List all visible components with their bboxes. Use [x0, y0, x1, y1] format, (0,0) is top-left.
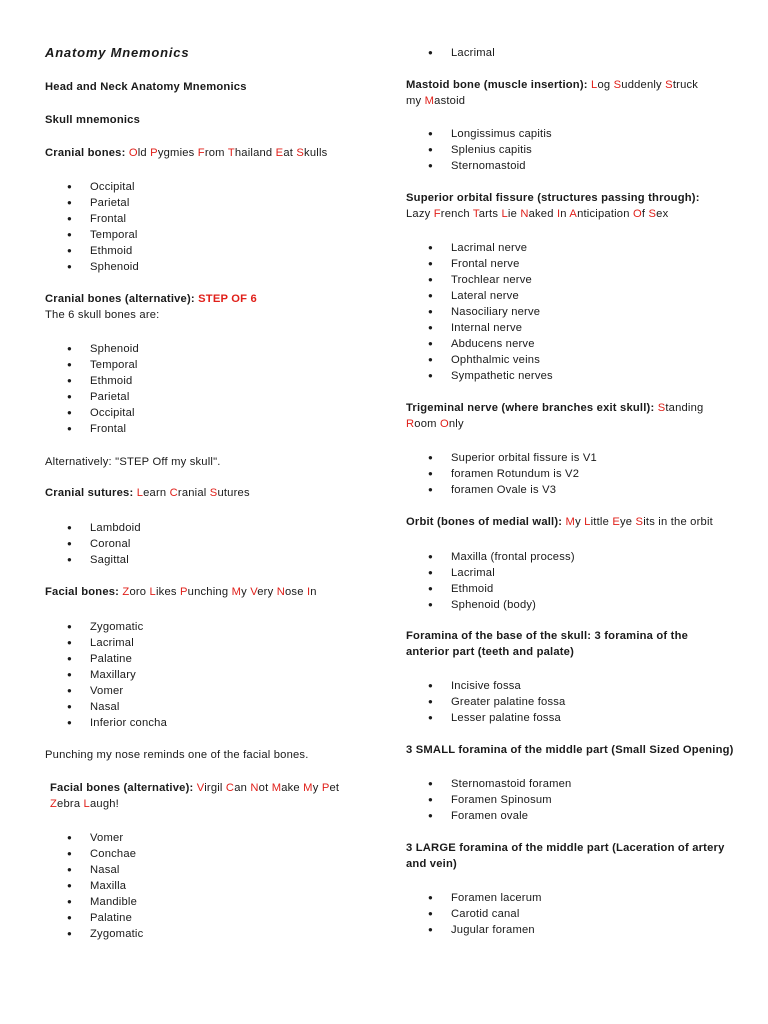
mnemonic-text: f: [641, 207, 649, 220]
mnemonic-initial: N: [520, 207, 529, 220]
mnemonic-text: astoid: [434, 94, 466, 107]
list-item: ● Frontal: [45, 421, 375, 437]
mnemonic-initial: O: [632, 207, 642, 220]
foramina-base-heading: Foramina of the base of the skull: 3 foramina of the anterior part (teeth and palate): [406, 630, 689, 658]
mnemonic-text: oom: [414, 417, 440, 430]
mnemonic-initial: L: [149, 586, 156, 598]
list-item: ● Longissimus capitis: [406, 126, 746, 142]
mnemonic-text: unching: [187, 586, 232, 598]
mnemonic-initial: S: [209, 487, 218, 499]
mnemonic-initial: S: [635, 516, 644, 528]
large-foramina-list: [406, 890, 746, 938]
mnemonic-text: ose: [284, 586, 307, 598]
mnemonic-initial: F: [433, 207, 441, 220]
mnemonic-text: at: [283, 147, 297, 159]
list-item: ● Conchae: [45, 846, 375, 862]
mnemonic-initial: M: [303, 782, 313, 794]
mnemonic-text: et: [329, 782, 340, 794]
cranial-bones-alt-mnemonic: Cranial bones (alternative): STEP OF 6 The 6 skull bones are:: [45, 293, 257, 321]
mnemonic-initial: S: [657, 402, 666, 414]
list-item: ● Parietal: [45, 195, 375, 211]
mnemonic-initial: S: [296, 147, 305, 159]
list-item: ● Temporal: [45, 357, 375, 373]
mnemonic-text: rom: [204, 147, 228, 159]
cranial-sutures-mnemonic: Cranial sutures: Learn Cranial Sutures: [45, 487, 250, 499]
trigeminal-list: [406, 450, 746, 498]
small-foramina-list: [406, 776, 746, 824]
mnemonic-initial: L: [584, 516, 591, 528]
list-item: ● Superior orbital fissure is V1: [406, 450, 746, 466]
mnemonic-initial: T: [227, 147, 235, 159]
orbit-mnemonic: Orbit (bones of medial wall): My Little Eye Sits in the orbit: [406, 516, 713, 528]
list-item: ● Occipital: [45, 179, 375, 195]
mnemonic-initial: I: [306, 586, 311, 598]
large-foramina-heading: 3 LARGE foramina of the middle part (Laceration of artery and vein): [406, 842, 725, 870]
mnemonic-initial: M: [271, 782, 282, 794]
list-item: ● Nasal: [45, 862, 375, 878]
list-item: ● Inferior concha: [45, 715, 375, 731]
cranial-bones-list: [45, 179, 375, 275]
list-item: ● Maxilla (frontal process): [406, 549, 746, 565]
list-item: ● Foramen lacerum: [406, 890, 746, 906]
sof-list: [406, 240, 746, 384]
list-item: ● Sternomastoid foramen: [406, 776, 746, 792]
mnemonic-initial: L: [591, 79, 598, 91]
mnemonic-text: ranial: [177, 487, 210, 499]
mnemonic-text: kulls: [304, 147, 328, 159]
list-item: ● Zygomatic: [45, 926, 375, 942]
mnemonic-text: arts: [478, 207, 502, 220]
list-item: ● Lacrimal: [45, 635, 375, 651]
mnemonic-text: ld: [137, 147, 151, 159]
mnemonic-text: an: [234, 782, 251, 794]
mnemonic-text: y: [312, 782, 322, 794]
mnemonic-initial: S: [613, 79, 622, 91]
list-item: ● Ethmoid: [45, 243, 375, 259]
list-item: ● Lambdoid: [45, 520, 375, 536]
list-item: ● Ethmoid: [406, 581, 746, 597]
mnemonic-text: uddenly: [621, 79, 666, 91]
mnemonic-text: ex: [656, 207, 669, 220]
list-item: ● Occipital: [45, 405, 375, 421]
mnemonic-initial: L: [501, 207, 508, 220]
list-item: ● Sagittal: [45, 552, 375, 568]
mnemonic-initial: M: [424, 94, 435, 107]
mnemonic-initial: N: [250, 782, 259, 794]
list-item: ● Carotid canal: [406, 906, 746, 922]
mnemonic-text: hailand: [234, 147, 276, 159]
mnemonic-initial: E: [612, 516, 620, 528]
list-item: ● Vomer: [45, 683, 375, 699]
mnemonic-initial: C: [169, 487, 178, 499]
list-item: ● Palatine: [45, 651, 375, 667]
mnemonic-text: truck my: [406, 79, 699, 107]
list-item: ● Maxilla: [45, 878, 375, 894]
mnemonic-initial: Z: [122, 586, 130, 598]
mnemonic-text: y: [241, 586, 251, 598]
list-item: ● Vomer: [45, 830, 375, 846]
mnemonic-text: ie: [507, 207, 521, 220]
mnemonic-initial: P: [150, 147, 158, 159]
mnemonic-initial: E: [275, 147, 284, 159]
list-item: ● Sympathetic nerves: [406, 368, 746, 384]
cranial-bones-alt-list: [45, 341, 375, 437]
mnemonic-initial: A: [569, 207, 578, 220]
mnemonic-initial: F: [197, 147, 205, 159]
trigeminal-mnemonic: Trigeminal nerve (where branches exit skull): Standing Room Only: [406, 402, 704, 430]
mnemonic-initial: P: [179, 586, 188, 598]
list-item: ● foramen Rotundum is V2: [406, 466, 746, 482]
cranial-sutures-list: [45, 520, 375, 568]
list-item: ● Ophthalmic veins: [406, 352, 746, 368]
lacrimal-continued-list: [406, 45, 746, 61]
mnemonic-text: aked: [528, 207, 557, 220]
small-foramina-heading: 3 SMALL foramina of the middle part (Small Sized Opening): [406, 744, 734, 756]
document-title: Anatomy Mnemonics: [45, 45, 190, 60]
mnemonic-initial: S: [665, 79, 673, 91]
mnemonic-initial: O: [128, 147, 138, 159]
mastoid-mnemonic: Mastoid bone (muscle insertion): Log Suddenly Struck my Mastoid: [406, 79, 699, 107]
mnemonic-initial: R: [406, 417, 415, 430]
facial-bones-alt-mnemonic: Facial bones (alternative): Virgil Can Not Make My Pet Zebra Laugh!: [50, 782, 340, 810]
list-item: ● Nasal: [45, 699, 375, 715]
mnemonic-text: utures: [217, 487, 250, 499]
list-item: ● Ethmoid: [45, 373, 375, 389]
list-item: ● Foramen Spinosum: [406, 792, 746, 808]
list-item: ● Sphenoid (body): [406, 597, 746, 613]
mnemonic-text: ygmies: [157, 147, 198, 159]
mnemonic-initial: L: [83, 797, 90, 810]
mnemonic-text: oro: [129, 586, 150, 598]
list-item: ● Lacrimal nerve: [406, 240, 746, 256]
list-item: ● Zygomatic: [45, 619, 375, 635]
list-item: ● Nasociliary nerve: [406, 304, 746, 320]
list-item: ● Abducens nerve: [406, 336, 746, 352]
mnemonic-text: its in the orbit: [643, 516, 713, 528]
mnemonic-text: nticipation: [577, 207, 633, 220]
list-item: ● Internal nerve: [406, 320, 746, 336]
mnemonic-initial: M: [231, 586, 242, 598]
list-item: ● Lacrimal: [406, 45, 746, 61]
mnemonic-initial: T: [472, 207, 479, 220]
mnemonic-text: ake: [281, 782, 304, 794]
section-heading-skull: Skull mnemonics: [45, 114, 141, 126]
facial-bones-alt-list: [45, 830, 375, 942]
mnemonic-text: ye: [620, 516, 636, 528]
mnemonic-initial: V: [250, 586, 258, 598]
mnemonic-text: ittle: [590, 516, 613, 528]
list-item: ● Splenius capitis: [406, 142, 746, 158]
mnemonic-initial: P: [321, 782, 330, 794]
mnemonic-text: tanding: [665, 402, 704, 414]
sof-mnemonic: Superior orbital fissure (structures passing through): Lazy French Tarts Lie Naked In Anticipation Of Sex: [406, 192, 700, 220]
mnemonic-text: nly: [448, 417, 464, 430]
list-item: ● Frontal nerve: [406, 256, 746, 272]
mnemonic-text: y: [575, 516, 585, 528]
list-item: ● Sphenoid: [45, 341, 375, 357]
list-item: ● Palatine: [45, 910, 375, 926]
list-item: ● Lesser palatine fossa: [406, 710, 746, 726]
mnemonic-text: earn: [143, 487, 170, 499]
punching-note: Punching my nose reminds one of the facial bones.: [45, 749, 309, 761]
list-item: ● Maxillary: [45, 667, 375, 683]
mnemonic-initial: C: [225, 782, 235, 794]
mnemonic-initial: V: [196, 782, 205, 794]
list-item: ● Coronal: [45, 536, 375, 552]
mnemonic-initial: Z: [50, 797, 58, 810]
alternatively-note: Alternatively: "STEP Off my skull".: [45, 456, 221, 468]
mnemonic-text: ot: [258, 782, 272, 794]
mnemonic-text: Lazy: [406, 207, 434, 220]
mnemonic-text: n: [560, 207, 570, 220]
mnemonic-initial: I: [556, 207, 561, 220]
mnemonic-initial: L: [136, 487, 144, 499]
orbit-list: [406, 549, 746, 613]
list-item: ● Temporal: [45, 227, 375, 243]
facial-bones-list: [45, 619, 375, 731]
list-item: ● Sternomastoid: [406, 158, 746, 174]
foramina-base-list: [406, 678, 746, 726]
list-item: ● Mandible: [45, 894, 375, 910]
mastoid-list: [406, 126, 746, 174]
list-item: ● Lateral nerve: [406, 288, 746, 304]
list-item: ● Parietal: [45, 389, 375, 405]
mnemonic-initial: N: [276, 586, 285, 598]
list-item: ● Greater palatine fossa: [406, 694, 746, 710]
mnemonic-text: og: [597, 79, 614, 91]
mnemonic-text: augh!: [89, 797, 119, 810]
list-item: ● Sphenoid: [45, 259, 375, 275]
mnemonic-text: irgil: [204, 782, 226, 794]
list-item: ● Lacrimal: [406, 565, 746, 581]
facial-bones-mnemonic: Facial bones: Zoro Likes Punching My Very Nose In: [45, 586, 317, 598]
list-item: ● Incisive fossa: [406, 678, 746, 694]
mnemonic-text: ikes: [155, 586, 180, 598]
mnemonic-initial: O: [439, 417, 449, 430]
list-item: ● Frontal: [45, 211, 375, 227]
mnemonic-text: rench: [440, 207, 473, 220]
list-item: ● Trochlear nerve: [406, 272, 746, 288]
mnemonic-initial: M: [565, 516, 576, 528]
list-item: ● foramen Ovale is V3: [406, 482, 746, 498]
mnemonic-text: ebra: [57, 797, 84, 810]
list-item: ● Jugular foramen: [406, 922, 746, 938]
list-item: ● Foramen ovale: [406, 808, 746, 824]
mnemonic-text: ery: [257, 586, 277, 598]
cranial-bones-mnemonic: Cranial bones: Old Pygmies From Thailand Eat Skulls: [45, 147, 328, 159]
mnemonic-initial: S: [648, 207, 657, 220]
section-heading-head-neck: Head and Neck Anatomy Mnemonics: [45, 81, 247, 93]
mnemonic-text: n: [310, 586, 317, 598]
